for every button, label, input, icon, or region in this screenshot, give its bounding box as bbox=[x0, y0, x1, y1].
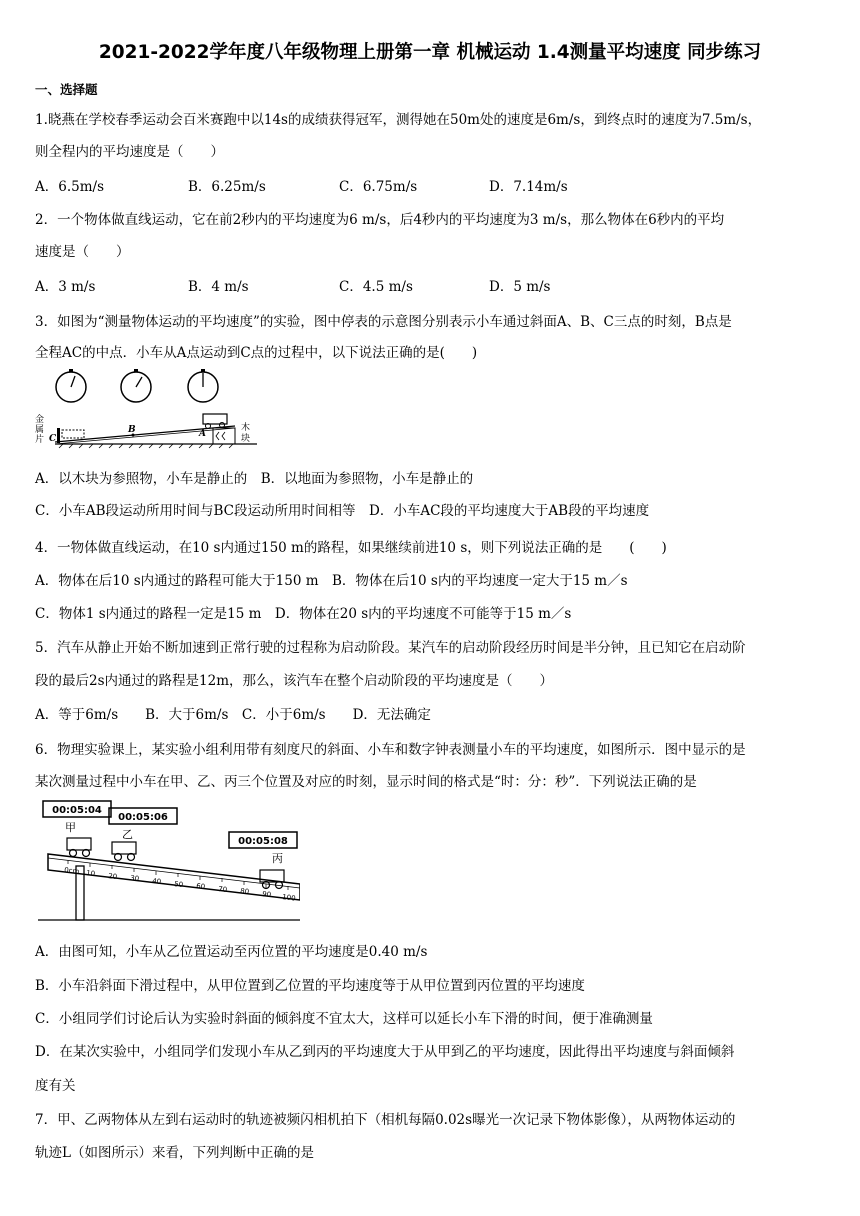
svg-text:丙: 丙 bbox=[272, 852, 283, 865]
stopwatch-b bbox=[121, 369, 151, 402]
svg-text:50: 50 bbox=[173, 880, 184, 890]
q1-option-a: A．6.5m/s bbox=[35, 179, 104, 195]
svg-text:60: 60 bbox=[195, 882, 206, 892]
stopwatch-a bbox=[188, 369, 218, 402]
q5-options: A．等于6m/s B．大于6m/s C．小于6m/s D．无法确定 bbox=[35, 707, 431, 723]
q7-stem-line2: 轨迹L（如图所示）来看，下列判断中正确的是 bbox=[35, 1145, 314, 1161]
q1-option-c: C．6.75m/s bbox=[339, 179, 418, 195]
svg-text:80: 80 bbox=[239, 887, 250, 897]
svg-text:甲: 甲 bbox=[65, 821, 76, 834]
svg-text:40: 40 bbox=[151, 877, 162, 887]
svg-text:块: 块 bbox=[241, 434, 251, 444]
q1-option-b: B．6.25m/s bbox=[188, 179, 266, 195]
q4-options-cd: C．物体1 s内通过的路程一定是15 m D．物体在20 s内的平均速度不可能等于15 m／s bbox=[35, 606, 572, 622]
stopwatch-c bbox=[56, 369, 86, 402]
q6-option-a: A．由图可知，小车从乙位置运动至丙位置的平均速度是0.40 m/s bbox=[35, 944, 428, 960]
q3-options-cd: C．小车AB段运动所用时间与BC段运动所用时间相等 D．小车AC段的平均速度大于AB段的平均速度 bbox=[35, 503, 650, 519]
q1-stem-line2: 则全程内的平均速度是（ ） bbox=[35, 144, 224, 160]
svg-text:90: 90 bbox=[261, 890, 272, 900]
q6-option-d-line2: 度有关 bbox=[35, 1078, 76, 1094]
q7-stem-line1: 7．甲、乙两物体从左到右运动时的轨迹被频闪相机拍下（相机每隔0.02s曝光一次记录下物体影像），从两物体运动的 bbox=[35, 1112, 736, 1128]
metal-stopper bbox=[57, 428, 60, 443]
q5-stem-line1: 5．汽车从静止开始不断加速到正常行驶的过程称为启动阶段。某汽车的启动阶段经历时间是半分钟，且已知它在启动阶 bbox=[35, 640, 746, 656]
svg-text:C: C bbox=[49, 434, 57, 444]
q2-option-a: A．3 m/s bbox=[35, 279, 96, 295]
q2-stem-line2: 速度是（ ） bbox=[35, 244, 130, 260]
q3-stem-line1: 3．如图为“测量物体运动的平均速度”的实验，图中停表的示意图分别表示小车通过斜面A、B、C三点的时刻，B点是 bbox=[35, 314, 732, 330]
svg-text:A: A bbox=[199, 429, 206, 439]
page-title: 2021-2022学年度八年级物理上册第一章 机械运动 1.4测量平均速度 同步练习 bbox=[98, 42, 762, 63]
q6-stem-line2: 某次测量过程中小车在甲、乙、丙三个位置及对应的时刻，显示时间的格式是“时：分：秒”．下列说法正确的是 bbox=[35, 774, 697, 790]
svg-text:木: 木 bbox=[241, 423, 251, 433]
q6-option-d-line1: D．在某次实验中，小组同学们发现小车从乙到丙的平均速度大于从甲到乙的平均速度，因此得出平均速度与斜面倾斜 bbox=[35, 1044, 735, 1060]
svg-text:20: 20 bbox=[107, 872, 118, 882]
time-bing: 00:05:08 bbox=[238, 836, 288, 847]
svg-text:乙: 乙 bbox=[122, 828, 133, 841]
svg-text:100: 100 bbox=[281, 893, 297, 903]
q6-option-b: B．小车沿斜面下滑过程中，从甲位置到乙位置的平均速度等于从甲位置到丙位置的平均速度 bbox=[35, 978, 585, 994]
svg-text:10: 10 bbox=[85, 869, 96, 879]
q6-option-c: C．小组同学们讨论后认为实验时斜面的倾斜度不宜太大，这样可以延长小车下滑的时间，便于准确测量 bbox=[35, 1011, 653, 1027]
q3-stem-line2: 全程AC的中点．小车从A点运动到C点的过程中，以下说法正确的是( ) bbox=[35, 345, 478, 361]
q6-incline-figure bbox=[38, 800, 300, 922]
time-jia: 00:05:04 bbox=[52, 805, 102, 816]
q1-stem-line1: 1.晓燕在学校春季运动会百米赛跑中以14s的成绩获得冠军，测得她在50m处的速度是6m/s，到终点时的速度为7.5m/s， bbox=[35, 112, 762, 128]
q2-option-d: D．5 m/s bbox=[489, 279, 551, 295]
svg-text:属: 属 bbox=[35, 425, 45, 435]
q3-options-ab: A．以木块为参照物，小车是静止的 B．以地面为参照物，小车是静止的 bbox=[35, 471, 474, 487]
svg-text:30: 30 bbox=[129, 874, 140, 884]
time-yi: 00:05:06 bbox=[118, 812, 168, 823]
svg-text:0cm: 0cm bbox=[63, 866, 80, 876]
svg-text:金: 金 bbox=[35, 415, 45, 425]
q6-stem-line1: 6．物理实验课上，某实验小组利用带有刻度尺的斜面、小车和数字钟表测量小车的平均速度，如图所示．图中显示的是 bbox=[35, 742, 746, 758]
q4-stem: 4．一物体做直线运动，在10 s内通过150 m的路程，如果继续前进10 s，则下列说法正确的是 ( ) bbox=[35, 540, 667, 556]
q1-option-d: D．7.14m/s bbox=[489, 179, 568, 195]
q2-option-c: C．4.5 m/s bbox=[339, 279, 413, 295]
svg-text:70: 70 bbox=[217, 885, 228, 895]
q2-stem-line1: 2．一个物体做直线运动，它在前2秒内的平均速度为6 m/s，后4秒内的平均速度为3 m/s，那么物体在6秒内的平均 bbox=[35, 212, 725, 228]
svg-text:B: B bbox=[128, 425, 136, 435]
q3-incline-figure bbox=[35, 368, 257, 450]
svg-text:片: 片 bbox=[35, 435, 45, 445]
section-heading: 一、选择题 bbox=[35, 82, 98, 97]
q2-option-b: B．4 m/s bbox=[188, 279, 249, 295]
q5-stem-line2: 段的最后2s内通过的路程是12m，那么，该汽车在整个启动阶段的平均速度是（ ） bbox=[35, 673, 553, 689]
q4-options-ab: A．物体在后10 s内通过的路程可能大于150 m B．物体在后10 s内的平均速度一定大于15 m／s bbox=[35, 573, 628, 589]
